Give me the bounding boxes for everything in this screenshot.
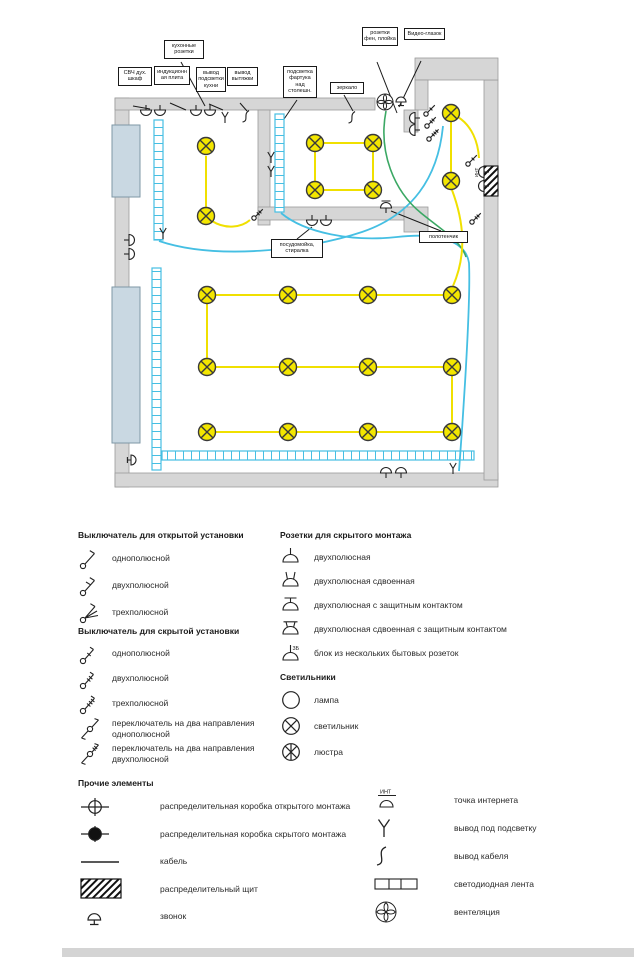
legend-item: [78, 716, 273, 741]
legend-item: [78, 691, 273, 716]
callout-text: вывод вытяжки: [231, 70, 254, 83]
walls: [115, 58, 498, 487]
callout-text: подсветка фартука над столешн.: [287, 69, 313, 95]
legend-header: Выключатель для скрытой установки: [78, 626, 240, 636]
wall-right: [484, 80, 498, 480]
light-icon: [444, 424, 461, 441]
ventilation-fan-icon: [377, 94, 393, 110]
callout-text: полотенчик: [428, 234, 459, 240]
lamp-icon: [280, 688, 314, 712]
luminaire-icon: [280, 714, 314, 738]
callout-text: зеркало: [336, 85, 358, 91]
legend-sockets: [280, 530, 530, 665]
legend-label: двухполюсная сдвоенная с защитным контактом: [314, 623, 507, 634]
callout-apron: [283, 66, 317, 98]
legend-item: [280, 617, 530, 641]
legend-item: [280, 641, 530, 665]
ceiling-lights: [198, 105, 461, 441]
legend-item: [78, 666, 273, 691]
doorbell-icon: [78, 905, 160, 929]
legend-item: [372, 898, 622, 926]
led-strip: [162, 451, 474, 460]
legend-label: лампа: [314, 694, 339, 705]
legend-other: [78, 778, 378, 931]
yellow-cables: [206, 117, 479, 432]
legend-label: светодиодная лента: [454, 878, 534, 889]
callout-text: СВЧ дух. шкаф: [123, 70, 147, 83]
callout-induction: [154, 66, 190, 85]
light-icon: [198, 138, 215, 155]
legend-item: [78, 599, 273, 626]
light-icon: [280, 359, 297, 376]
distribution-board: [484, 166, 498, 196]
light-icon: [307, 182, 324, 199]
legend-label: блок из нескольких бытовых розеток: [314, 647, 459, 658]
legend-label: однополюсной: [112, 648, 170, 659]
legend-switches-hidden: [78, 626, 273, 766]
light-icon: [280, 287, 297, 304]
legend-item: [280, 739, 480, 765]
callout-text: индукционная плита: [157, 69, 187, 82]
legend-label: люстра: [314, 746, 343, 757]
cable-out-icon: [349, 112, 356, 124]
legend-item: [280, 687, 480, 713]
callout-text: кухонные розетки: [171, 43, 197, 56]
legend-label: двухполюсная с защитным контактом: [314, 599, 463, 610]
internet-point-label: ИНТ: [474, 167, 479, 177]
legend-item: [78, 821, 378, 849]
switch-open-single-icon: [78, 547, 112, 571]
callout-svch: [118, 67, 152, 86]
callout-hood: [227, 67, 258, 86]
backlight-outlet-icon: [372, 814, 454, 842]
legend-item: [78, 572, 273, 599]
doorbell-icon: [396, 97, 406, 106]
window: [112, 125, 140, 197]
junction-box-open-icon: [78, 795, 160, 819]
legend-header: Розетки для скрытого монтажа: [280, 530, 412, 540]
distribution-board-icon: [78, 876, 160, 902]
socket-twin-icon: [280, 569, 314, 593]
led-strip: [275, 114, 284, 212]
cable-out-icon: [372, 842, 454, 870]
callout-hairdryer: [362, 27, 398, 46]
switch-icon: [466, 155, 477, 166]
callout-towel: [419, 231, 468, 243]
backlight-outlet-icon: [222, 112, 228, 123]
legend-header: Выключатель для открытой установки: [78, 530, 244, 540]
light-icon: [360, 424, 377, 441]
led-strip: [152, 268, 161, 470]
page-edge: [62, 948, 634, 957]
legend-item: [280, 593, 530, 617]
cable-icon: [78, 850, 160, 874]
callout-text: розетки фен, плойка: [364, 30, 396, 43]
light-icon: [365, 135, 382, 152]
backlight-outlet-icon: [450, 463, 456, 474]
chandelier-icon: [280, 740, 314, 764]
legend-item: [280, 713, 480, 739]
light-icon: [307, 135, 324, 152]
socket-block-badge: 3Б: [292, 646, 300, 652]
outlet-icon: [410, 125, 421, 136]
legend-label: точка интернета: [454, 794, 519, 805]
legend-item: [78, 793, 378, 821]
switches: [252, 105, 481, 224]
light-icon: [199, 359, 216, 376]
switch-hidden-double-icon: [78, 667, 112, 691]
light-icon: [360, 359, 377, 376]
light-icon: [280, 424, 297, 441]
callout-mirror: [330, 82, 364, 94]
outlet-icon: [410, 113, 421, 124]
legend-label: распределительная коробка скрытого монтажа: [160, 828, 347, 839]
light-icon: [199, 287, 216, 304]
legend-item: [78, 848, 378, 876]
internet-point-icon: [372, 786, 454, 814]
legend-label: светильник: [314, 720, 359, 731]
wall-hall-step: [404, 207, 428, 232]
legend-item: [372, 870, 622, 898]
light-icon: [443, 173, 460, 190]
switch-open-double-icon: [78, 574, 112, 598]
legend-luminaires: [280, 672, 480, 765]
switch-open-triple-icon: [78, 601, 112, 625]
callout-text: вывод подсветки кухни: [198, 70, 224, 89]
light-icon: [444, 359, 461, 376]
light-icon: [365, 182, 382, 199]
legend-item: [280, 545, 530, 569]
legend-label: однополюсной: [112, 553, 170, 564]
callout-text: посудомойка, стиралка: [279, 242, 315, 255]
legend-label: переключатель на два направления двухполюсной: [112, 742, 255, 764]
light-icon: [443, 105, 460, 122]
light-icon: [444, 287, 461, 304]
socket-block-icon: [280, 641, 314, 665]
legend-label: звонок: [160, 911, 187, 922]
legend-item: [78, 545, 273, 572]
legend-label: вывод под подсветку: [454, 822, 537, 833]
switch-hidden-single-icon: [78, 642, 112, 666]
legend-label: распределительный щит: [160, 883, 258, 894]
wall-bottom: [115, 473, 498, 487]
light-icon: [360, 287, 377, 304]
legend-switches-open: [78, 530, 273, 626]
legend-label: двухполюсная: [314, 551, 371, 562]
junction-box-hidden-icon: [78, 822, 160, 846]
switch-two-way-double-icon: [78, 742, 112, 766]
wall-outlets: [124, 105, 489, 478]
legend-item: [78, 876, 378, 904]
switch-icon: [425, 117, 436, 128]
callout-text: Видео-глазок: [407, 31, 442, 37]
led-strip-icon: [372, 870, 454, 898]
led-strip: [154, 120, 163, 240]
legend-header: Светильники: [280, 672, 336, 682]
legend-misc: [372, 786, 622, 926]
wall-top-right-block: [415, 58, 498, 80]
socket-grounded-icon: [280, 593, 314, 617]
legend-label: двухполюсной: [112, 580, 169, 591]
window: [112, 287, 140, 443]
callout-peephole: [404, 28, 445, 40]
legend-label: двухполюсная сдвоенная: [314, 575, 415, 586]
socket-twin-grounded-icon: [280, 617, 314, 641]
switch-hidden-triple-icon: [78, 692, 112, 716]
legend-label: двухполюсной: [112, 673, 169, 684]
socket-double-pole-icon: [280, 545, 314, 569]
switch-icon: [470, 213, 481, 224]
legend-header: Прочие элементы: [78, 778, 154, 788]
cable-out-icon: [243, 111, 250, 123]
switch-two-way-single-icon: [78, 717, 112, 741]
legend-label: вентеляция: [454, 906, 500, 917]
legend-label: кабель: [160, 856, 188, 867]
legend-item: [78, 903, 378, 931]
legend-item: [78, 741, 273, 766]
legend-label: трехполюсной: [112, 607, 169, 618]
legend-label: распределительная коробка открытого монтажа: [160, 801, 351, 812]
legend-item: [372, 814, 622, 842]
legend-item: [78, 641, 273, 666]
legend-item: [280, 569, 530, 593]
callout-kitchen-sockets: [164, 40, 204, 59]
legend-label: переключатель на два направления однополюсной: [112, 717, 255, 739]
light-icon: [198, 208, 215, 225]
legend-label: трехполюсной: [112, 698, 169, 709]
light-icon: [199, 424, 216, 441]
misc-symbols: [127, 94, 479, 474]
legend-label: вывод кабеля: [454, 850, 509, 861]
legend-item: [372, 786, 622, 814]
internet-badge: ИНТ: [380, 789, 392, 796]
callout-kitchen-backlight: [196, 67, 226, 92]
legend-item: [372, 842, 622, 870]
wall-entry-jamb: [415, 80, 428, 110]
ventilation-fan-icon: [372, 898, 454, 926]
callout-dishwasher: [271, 239, 323, 258]
switch-icon: [427, 129, 439, 141]
